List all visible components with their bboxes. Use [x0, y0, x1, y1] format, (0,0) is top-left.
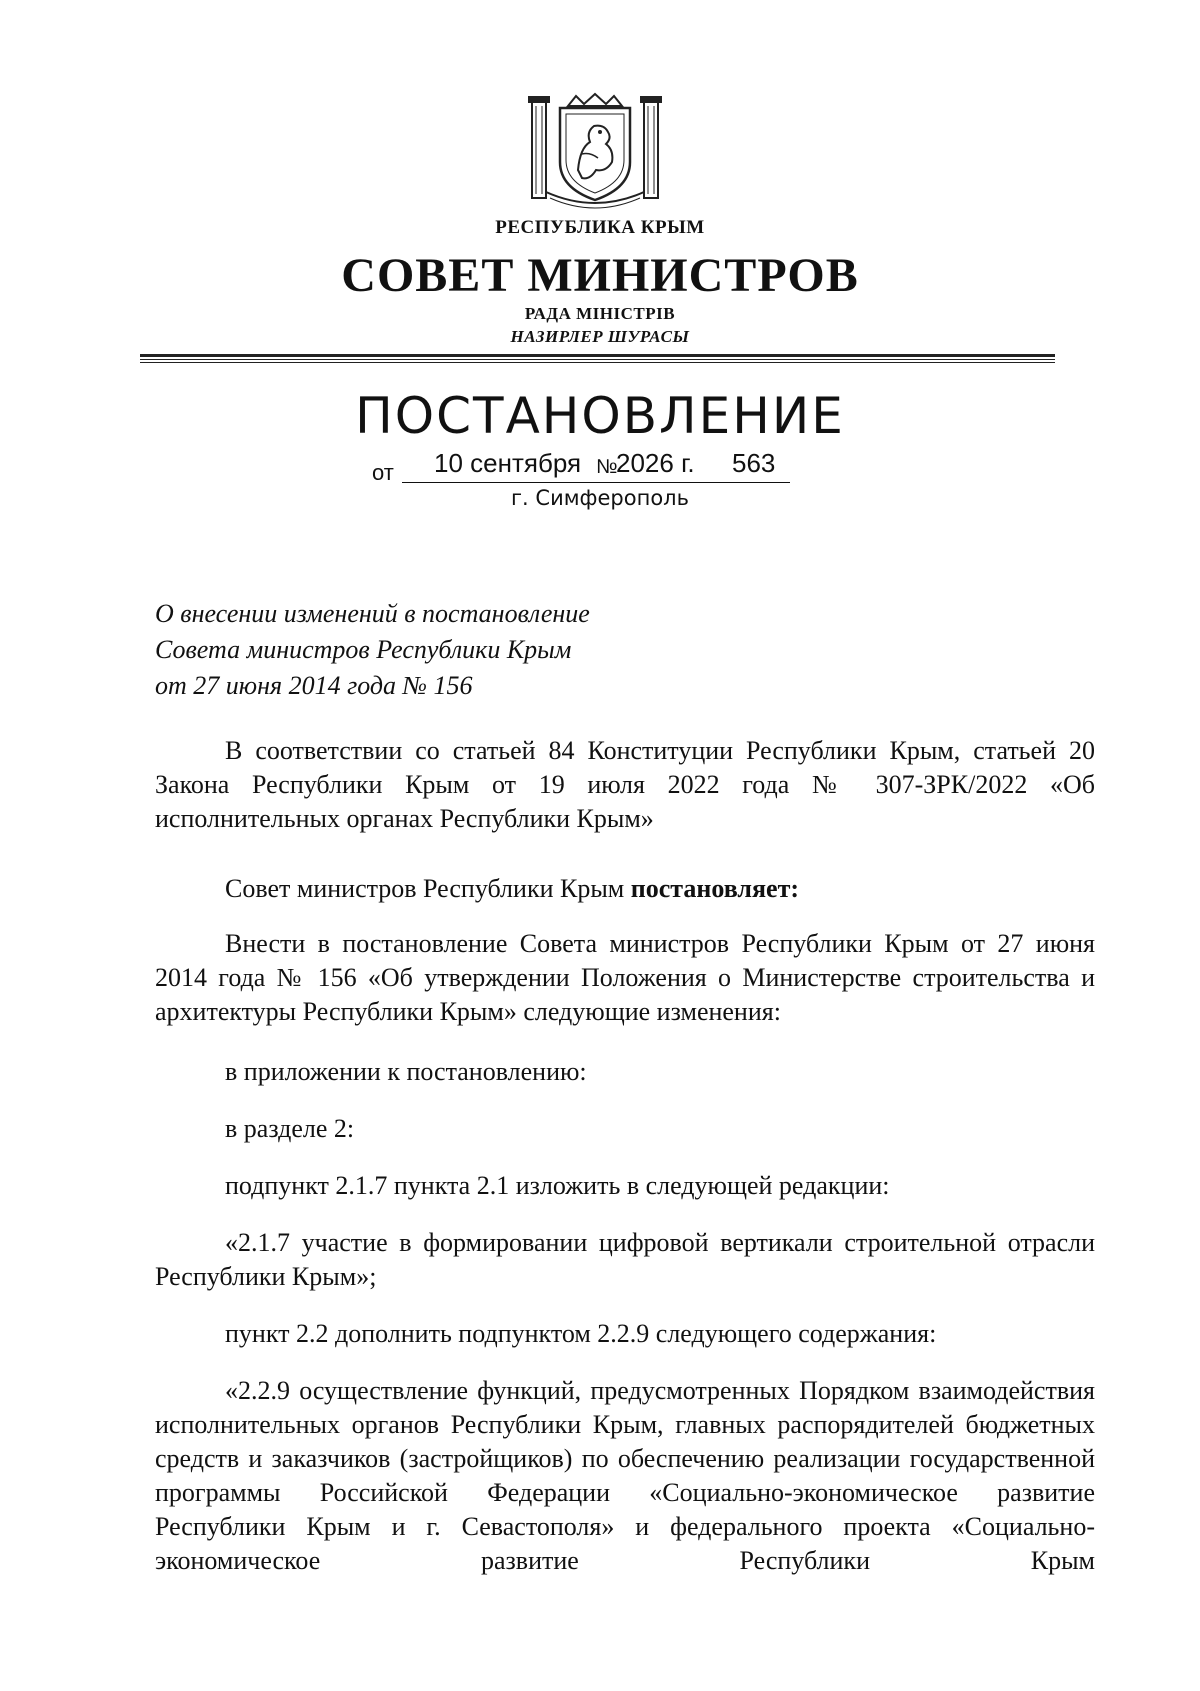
number-sign: №	[596, 456, 618, 478]
paragraph	[155, 872, 1095, 906]
title-line: Совета министров Республики Крым	[155, 635, 572, 664]
amendment-item	[155, 1112, 1095, 1146]
title-line: О внесении изменений в постановление	[155, 599, 590, 628]
paragraph: в разделе 2:	[225, 1114, 355, 1143]
paragraph: В соответствии со статьей 84 Конституции Республики Крым, статьей 20 Закона Республики Крым от 19 июля 2022 года № 307-ЗРК/2022 «Об исполнительных органах Республики Крым»	[155, 736, 1095, 833]
dateline-underline	[402, 482, 790, 483]
council-name-crimean-tatar: НАЗИРЛЕР ШУРАСЫ	[510, 327, 690, 346]
preamble	[155, 734, 1095, 836]
title-line: от 27 июня 2014 года № 156	[155, 671, 473, 700]
paragraph: Внести в постановление Совета министров Республики Крым от 27 июня 2014 года № 156 «Об утверждении Положения о Министерстве строительства и архитектуры Республики Крым» следующие изменения:	[155, 929, 1095, 1026]
header-divider-thin	[140, 359, 1055, 360]
resolution-verb: постановляет:	[630, 874, 800, 903]
amendment-item	[155, 1317, 1095, 1351]
paragraph: в приложении к постановлению:	[225, 1057, 587, 1086]
republic-name: РЕСПУБЛИКА КРЫМ	[495, 217, 705, 238]
decree-dateline	[372, 446, 792, 484]
council-name-ukrainian: РАДА МІНІСТРІВ	[524, 304, 676, 323]
amendment-intro	[155, 927, 1095, 1029]
decree-number: 563	[732, 448, 776, 478]
amendment-item	[155, 1226, 1095, 1294]
date-prefix: от	[372, 460, 394, 485]
document-type: ПОСТАНОВЛЕНИЕ	[355, 387, 845, 445]
resolution-clause	[155, 872, 1095, 906]
amendment-item	[155, 1055, 1095, 1089]
header-divider-thin-2	[140, 362, 1055, 363]
resolution-subject: Совет министров Республики Крым	[225, 874, 631, 903]
decree-city: г. Симферополь	[511, 486, 689, 510]
paragraph: «2.2.9 осуществление функций, предусмотренных Порядком взаимодействия исполнительных органов Республики Крым, главных распорядителей бюджетных средств и заказчиков (застройщиков) по обеспечению реализации государственной программы Российской Федерации «Социально-экономическое развитие Республики Крым и г. Севастополя» и федерального проекта «Социально-экономическое развитие Республики Крым	[155, 1376, 1095, 1575]
paragraph: «2.1.7 участие в формировании цифровой вертикали строительной отрасли Республики Крым»;	[155, 1228, 1095, 1291]
decree-year: 2026 г.	[616, 448, 695, 478]
amendment-item	[155, 1374, 1095, 1578]
decree-title	[155, 596, 755, 704]
paragraph: пункт 2.2 дополнить подпунктом 2.2.9 следующего содержания:	[225, 1319, 937, 1348]
paragraph: подпункт 2.1.7 пункта 2.1 изложить в следующей редакции:	[225, 1171, 890, 1200]
amendment-item	[155, 1169, 1095, 1203]
council-name: СОВЕТ МИНИСТРОВ	[341, 249, 859, 302]
crimea-coat-of-arms-icon	[520, 92, 670, 212]
decree-date: 10 сентября	[434, 448, 582, 478]
header-divider	[140, 354, 1055, 357]
